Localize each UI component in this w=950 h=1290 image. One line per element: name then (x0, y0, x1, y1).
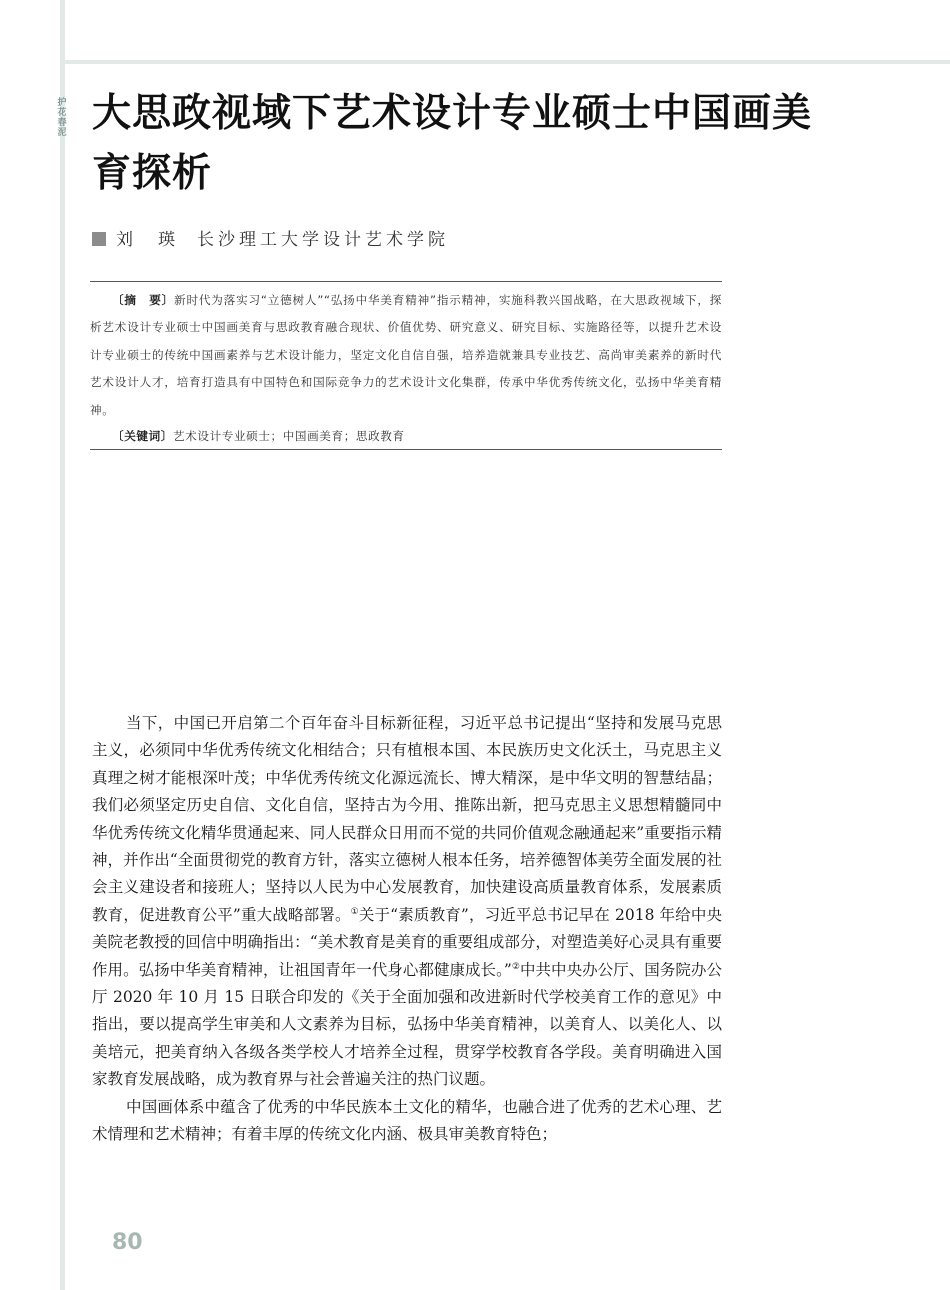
abstract (90, 287, 722, 424)
footnote-marker-2[interactable]: ② (511, 961, 520, 972)
abstract-label: 〔摘 要〕 (112, 293, 175, 307)
author-name: 刘 瑛 (116, 230, 179, 250)
footnote-marker-1[interactable]: ① (350, 906, 359, 917)
body-paragraph-1-part-c: 中共中央办公厅、国务院办公厅 2020 年 10 月 15 日联合印发的《关于全面加强和改进新时代学校美育工作的意见》中指出，要以提高学生审美和人文素养为目标，弘扬中华美育精神，以美育人、以美化人、以美培元，把美育纳入各级各类学校人才培养全过程，贯穿学校教育各学段。美育明确进入国家教育发展战略，成为教育界与社会普遍关注的热门议题。 (92, 960, 722, 1089)
keywords-label: 〔关键词〕 (112, 429, 173, 444)
keywords (90, 424, 722, 448)
body-paragraph-1-part-b: 关于“素质教育”，习近平总书记早在 2018 年给中央美院老教授的回信中明确指出：“美术教育是美育的重要组成部分，对塑造美好心灵具有重要作用。弘扬中华美育精神，让祖国青年一代身心都健康成长。” (92, 905, 722, 979)
author-affiliation: 长沙理工大学设计艺术学院 (197, 230, 449, 250)
article-body (92, 710, 722, 1149)
byline (92, 228, 449, 252)
page-number: 80 (112, 1230, 143, 1255)
body-paragraph-1-part-a: 当下，中国已开启第二个百年奋斗目标新征程，习近平总书记提出“坚持和发展马克思主义，必须同中华优秀传统文化相结合；只有植根本国、本民族历史文化沃土，马克思主义真理之树才能根深叶茂；中华优秀传统文化源远流长、博大精深，是中华文明的智慧结晶；我们必须坚定历史自信、文化自信，坚持古为今用、推陈出新，把马克思主义思想精髓同中华优秀传统文化精华贯通起来、同人民群众日用而不觉的共同价值观念融通起来”重要指示精神，并作出“全面贯彻党的教育方针，落实立德树人根本任务，培养德智体美劳全面发展的社会主义建设者和接班人；坚持以人民为中心发展教育，加快建设高质量教育体系，发展素质教育，促进教育公平”重大战略部署。 (92, 714, 722, 924)
keywords-text: 艺术设计专业硕士；中国画美育；思政教育 (172, 429, 405, 444)
abstract-text: 新时代为落实习“立德树人”“弘扬中华美育精神”指示精神，实施科教兴国战略，在大思政视域下，探析艺术设计专业硕士中国画美育与思政教育融合现状、价值优势、研究意义、研究目标、实施路径等，以提升艺术设计专业硕士的传统中国画素养与艺术设计能力，坚定文化自信自强，培养造就兼具专业技艺、高尚审美素养的新时代艺术设计人才，培育打造具有中国特色和国际竞争力的艺术设计文化集群，传承中华优秀传统文化，弘扬中华美育精神。 (90, 293, 722, 417)
top-rule (60, 60, 950, 64)
body-paragraph-1 (92, 710, 722, 1094)
article-title: 大思政视域下艺术设计专业硕士中国画美育探析 (92, 91, 813, 196)
section-tag: 护花春泥 (57, 98, 67, 138)
left-margin-band (60, 0, 65, 1290)
body-paragraph-2: 中国画体系中蕴含了优秀的中华民族本土文化的精华，也融合进了优秀的艺术心理、艺术情理和艺术精神；有着丰厚的传统文化内涵、极具审美教育特色； (92, 1097, 722, 1144)
abstract-box (90, 281, 722, 450)
byline-square-icon (92, 232, 106, 246)
